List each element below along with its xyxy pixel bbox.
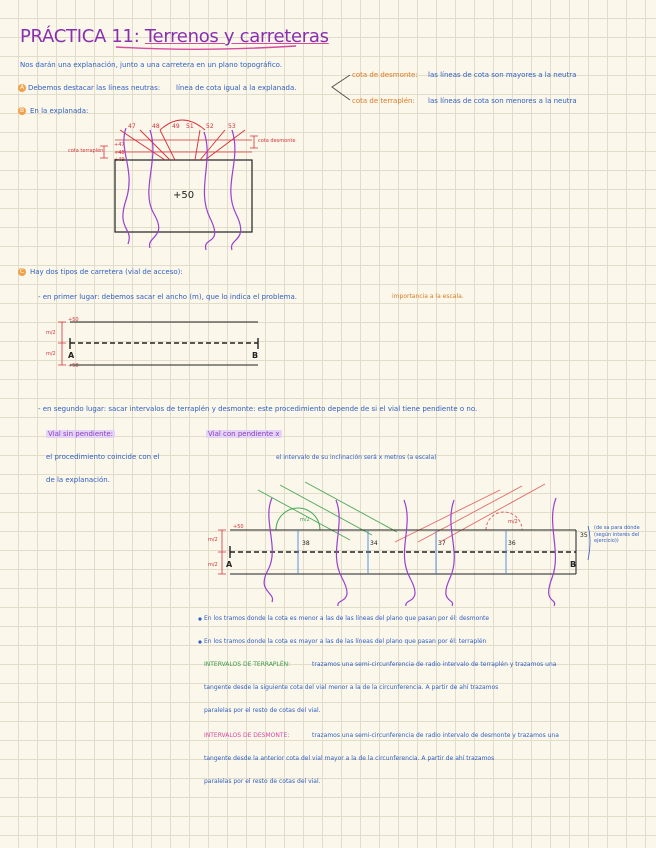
terraplen-intervalos-label: INTERVALOS DE TERRAPLÉN: [204, 661, 291, 668]
terraplen-intervalos-text3: paralelas por el resto de cotas del vial. [204, 707, 321, 714]
intro-text: Nos darán una explanación, junto a una carretera en un plano topográfico. [20, 61, 283, 69]
bullet-b-icon: B [19, 107, 25, 114]
bullet-a-icon: A [19, 84, 25, 91]
point1-text: Debemos destacar las líneas neutras: [28, 84, 161, 92]
point1-brace [332, 75, 350, 100]
road1-top: +50 [68, 317, 79, 323]
road2-side-bracket [588, 526, 590, 560]
road1-left-top: m/2 [46, 330, 56, 336]
diagram1-left-num-1: +48 [114, 150, 125, 156]
road2-side-note: (de sa para dónde (según interés del ejercicio)) [594, 525, 640, 544]
terraplen-intervalos-text2: tangente desde la siguiente cota del vial menor a la de la circunferencia. A partir de ahí trazamos [204, 684, 499, 691]
desmonte-intervalos-text3: paralelas por el resto de cotas del vial. [204, 778, 321, 785]
vial-con-label-text: Vial con pendiente x [208, 430, 280, 438]
title-main: Terrenos y carreteras [144, 26, 329, 47]
desmonte-text: las líneas de cota son mayores a la neutra [428, 71, 577, 79]
road2-tick-0: 38 [302, 540, 310, 547]
bullet-desmonte: En los tramos donde la cota es menor a las de las líneas del plano que pasan por él: desmonte [204, 615, 490, 622]
road1-bottom: +50 [68, 363, 79, 369]
road2-left-bottom: m/2 [208, 562, 218, 568]
vial-sin-text1: el procedimiento coincide con el [46, 453, 160, 461]
title-prefix: PRÁCTICA 11: [20, 26, 140, 47]
terraplen-parallels [258, 482, 397, 540]
first-text: - en primer lugar: debemos sacar el ancho (m), que lo indica el problema. [38, 293, 297, 301]
road1-left-bottom: m/2 [46, 351, 56, 357]
road1-a: A [68, 351, 75, 360]
desmonte-intervalos-text1: trazamos una semi-circunferencia de radio intervalo de desmonte y trazamos una [312, 732, 559, 739]
first-note: importancia a la escala. [392, 293, 464, 300]
point2-text: En la explanada: [30, 107, 89, 115]
road2-right-num: 35 [580, 532, 588, 539]
road2-slope-right: m/2 [508, 519, 518, 525]
road2-tick-1: 34 [370, 540, 378, 547]
road1-dim-left [58, 322, 66, 365]
desmonte-semicircle [486, 512, 522, 530]
terraplen-intervalos-text1: trazamos una semi-circunferencia de radio intervalo de terraplén y trazamos una [312, 661, 557, 668]
bullet-c-icon: C [19, 268, 25, 275]
diagram1-left-label: cota terraplén [68, 148, 104, 154]
bullet-terraplen: En los tramos donde la cota es mayor a las de las líneas del plano que pasan por él: terraplén [204, 638, 487, 645]
desmonte-intervalos-label: INTERVALOS DE DESMONTE: [204, 732, 290, 739]
terraplen-text: las líneas de cota son menores a la neutra [428, 97, 577, 105]
diagram1-top-num-4: 52 [206, 123, 214, 130]
title-underline [116, 46, 296, 49]
terraplen-label: cota de terraplén: [352, 97, 415, 105]
diagram1-top-num-3: 51 [186, 123, 194, 130]
road2-b: B [570, 560, 577, 569]
road2-tick-3: 36 [508, 540, 516, 547]
bullet-dot-2 [198, 640, 201, 643]
road2-contour-1 [264, 498, 272, 602]
second-text: - en segundo lugar: sacar intervalos de terraplén y desmonte: este procedimiento depende de si el vial tiene pendiente o no. [38, 405, 478, 413]
contour-1 [123, 128, 129, 244]
diagram1-right-label: cota desmonte [258, 138, 296, 144]
terraplen-bracket [100, 146, 108, 158]
road2-dim-left [218, 530, 226, 574]
vial-sin-label-text: Vial sin pendiente: [48, 430, 114, 438]
diagram1-fan-left [120, 130, 175, 160]
desmonte-intervalos-text2: tangente desde la anterior cota del vial mayor a la de la circunferencia. A partir de ahí trazamos [204, 755, 495, 762]
diagram1-top-num-2: 49 [172, 123, 180, 130]
desmonte-parallels [395, 484, 545, 542]
point1-detail: línea de cota igual a la explanada. [176, 84, 297, 92]
vial-con-text1: el intervalo de su inclinación será x metros (a escala) [276, 454, 437, 461]
diagram1-arc [160, 120, 205, 130]
diagram1-left-num-2: +49 [114, 157, 125, 163]
vial-sin-text2: de la explanación. [46, 476, 110, 484]
point3-text: Hay dos tipos de carretera (vial de acceso): [30, 268, 183, 276]
desmonte-bracket [250, 136, 258, 148]
road1-b: B [252, 351, 259, 360]
road2-a: A [226, 560, 233, 569]
diagram1-top-num-1: 48 [152, 123, 160, 130]
diagram1-top-num-0: 47 [128, 123, 136, 130]
diagram1-center-value: +50 [173, 190, 195, 201]
road2-cota: +50 [233, 524, 244, 530]
bullet-dot-1 [198, 617, 201, 620]
diagram1-top-num-5: 53 [228, 123, 236, 130]
desmonte-label: cota de desmonte: [352, 71, 418, 79]
road2-slope-left: m/2 [300, 517, 310, 523]
road2-contour-3 [404, 500, 415, 606]
diagram1-fan-right [195, 130, 245, 160]
road2-tick-2: 37 [438, 540, 446, 547]
road2-left-top: m/2 [208, 537, 218, 543]
diagram1-left-num-0: +47 [114, 142, 125, 148]
